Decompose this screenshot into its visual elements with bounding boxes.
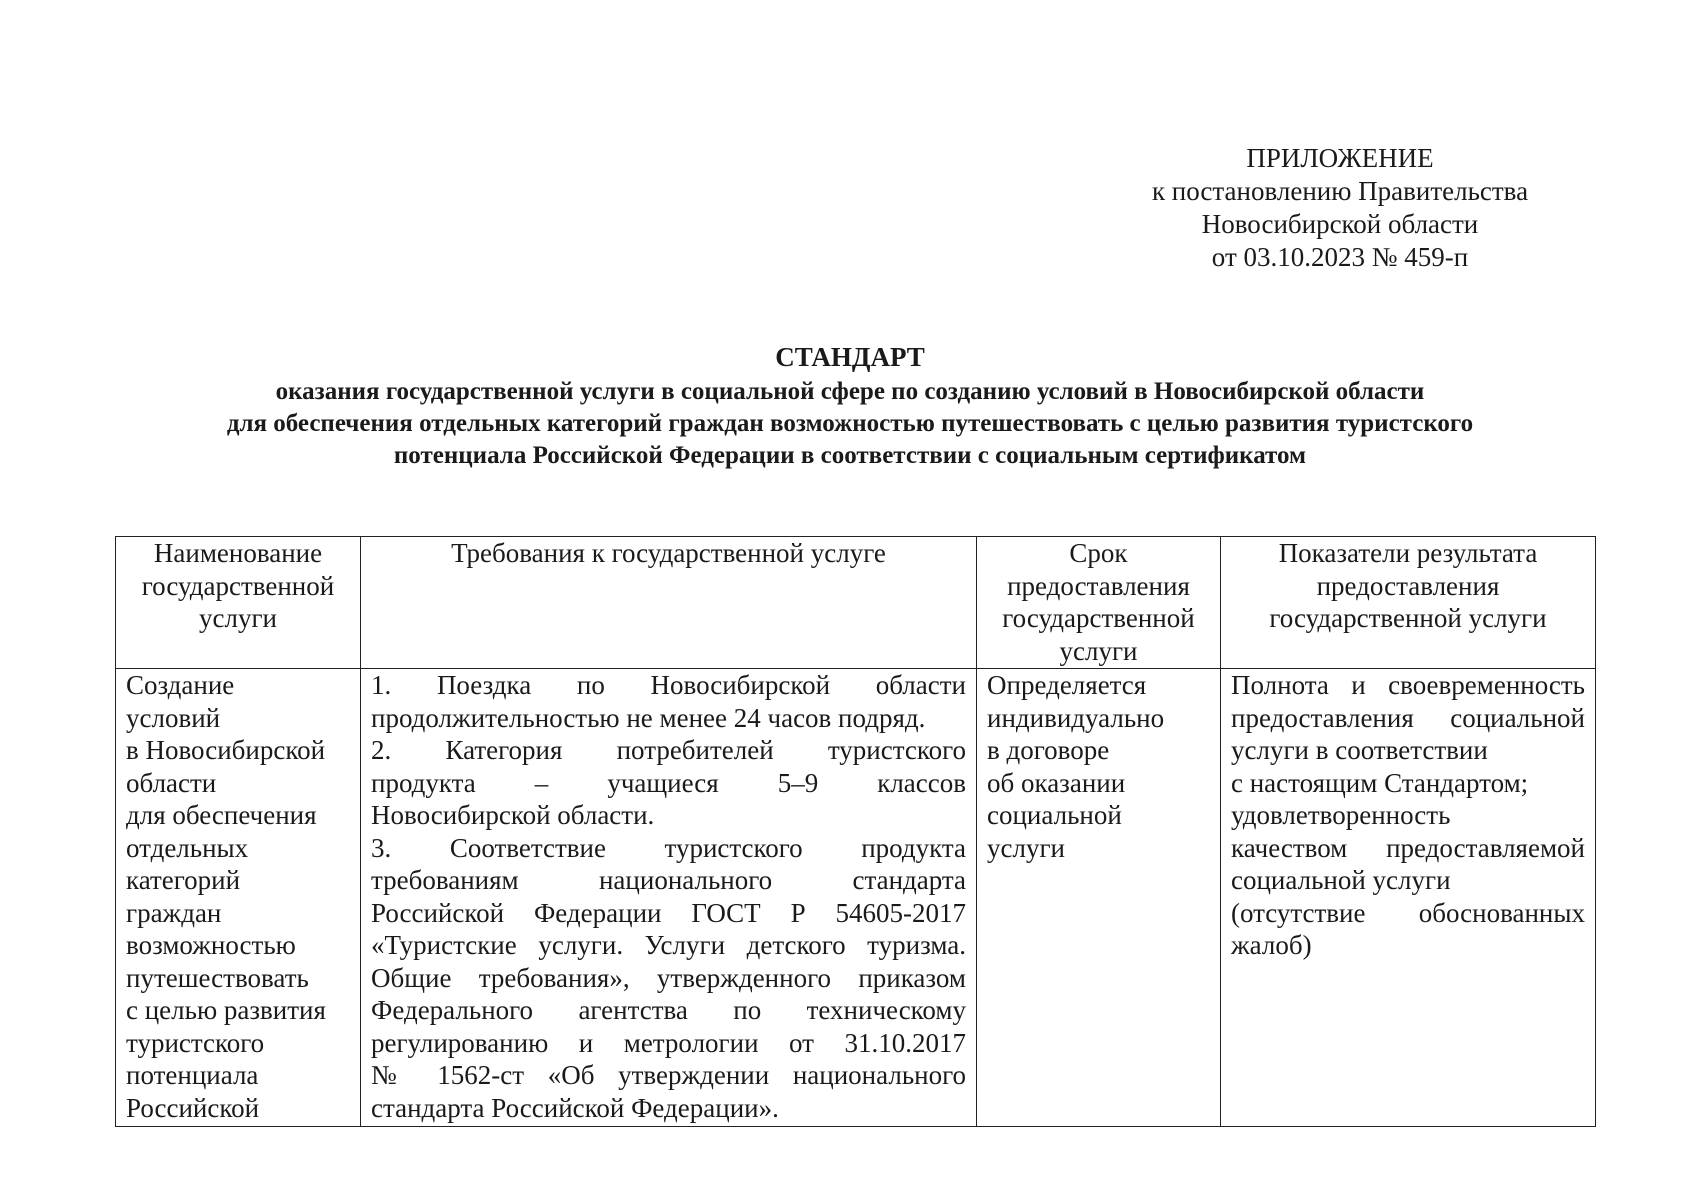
- cell-line: предоставления: [1316, 570, 1500, 601]
- cell-line: 3. Соответствие туристского продукта: [371, 832, 966, 863]
- appendix-date-number: от 03.10.2023 № 459-п: [1211, 242, 1469, 272]
- cell-line: (отсутствие обоснованных: [1231, 897, 1585, 928]
- cell-line: в Новосибирской: [126, 735, 326, 765]
- cell-line: с настоящим Стандартом;: [1231, 767, 1529, 798]
- cell-result-indicators: [1221, 669, 1596, 1127]
- cell-line: Наименование: [153, 538, 323, 568]
- cell-line: Полнота и своевременность: [1231, 670, 1585, 700]
- cell-line: Показатели результата: [1278, 538, 1538, 568]
- cell-line: услуги: [987, 832, 1065, 863]
- cell-line: удовлетворенность: [1231, 800, 1451, 830]
- cell-line: области: [126, 767, 217, 798]
- standard-table: [115, 536, 1596, 1127]
- cell-term: [977, 669, 1221, 1127]
- cell-line: предоставления: [1007, 570, 1190, 601]
- cell-line: стандарта Российской Федерации».: [371, 1092, 779, 1123]
- cell-line: требованиям национального стандарта: [371, 865, 966, 895]
- cell-requirements: [361, 669, 977, 1127]
- table-header-row: [116, 537, 1596, 669]
- cell-line: потенциала: [126, 1060, 259, 1090]
- appendix-heading: ПРИЛОЖЕНИЕ: [1246, 143, 1434, 173]
- cell-line: для обеспечения: [126, 800, 317, 830]
- cell-line: Срок: [1069, 538, 1128, 568]
- cell-line: 1. Поездка по Новосибирской области: [371, 670, 966, 700]
- cell-line: Общие требования», утвержденного приказом: [371, 962, 966, 993]
- header-requirements: [361, 537, 977, 669]
- appendix-region: Новосибирской области: [1201, 209, 1479, 239]
- cell-line: Требования к государственной услуге: [451, 538, 886, 568]
- cell-line: в договоре: [987, 735, 1110, 765]
- cell-line: продолжительностью не менее 24 часов подряд.: [371, 702, 926, 733]
- cell-line: категорий: [126, 865, 241, 895]
- title-line-1: оказания государственной услуги в социальной сфере по созданию условий в Новосибирской области: [275, 378, 1425, 405]
- cell-line: туристского: [126, 1027, 265, 1058]
- cell-line: об оказании: [987, 767, 1126, 798]
- header-result-indicators: [1221, 537, 1596, 669]
- appendix-block: [1120, 142, 1560, 274]
- title-line-2: для обеспечения отдельных категорий граждан возможностью путешествовать с целью развития туристского: [226, 410, 1474, 437]
- cell-line: Создание: [126, 670, 235, 700]
- cell-line: государственной услуги: [1269, 603, 1547, 633]
- cell-line: социальной: [987, 800, 1122, 830]
- cell-line: граждан: [126, 897, 222, 928]
- cell-line: жалоб): [1231, 930, 1312, 960]
- header-service-name: [116, 537, 361, 669]
- cell-line: условий: [126, 702, 221, 733]
- cell-line: предоставления социальной: [1231, 702, 1585, 733]
- cell-line: продукта – учащиеся 5–9 классов: [371, 767, 966, 798]
- cell-line: Федерального агентства по техническому: [371, 995, 966, 1025]
- cell-service-name: [116, 669, 361, 1127]
- cell-line: регулированию и метрологии от 31.10.2017: [371, 1027, 966, 1058]
- title-line-3: потенциала Российской Федерации в соответствии с социальным сертификатом: [393, 442, 1307, 469]
- title-main: СТАНДАРТ: [775, 342, 925, 372]
- cell-line: государственной: [141, 570, 335, 601]
- cell-line: «Туристские услуги. Услуги детского туризма.: [371, 930, 966, 960]
- cell-line: социальной услуги: [1231, 865, 1451, 895]
- cell-line: Российской: [126, 1092, 260, 1123]
- cell-line: государственной: [1002, 603, 1195, 633]
- cell-line: Российской Федерации ГОСТ Р 54605-2017: [371, 897, 966, 928]
- cell-line: индивидуально: [987, 702, 1165, 733]
- cell-line: 2. Категория потребителей туристского: [371, 735, 966, 765]
- standard-title: [100, 340, 1600, 472]
- cell-line: отдельных: [126, 832, 249, 863]
- cell-line: с целью развития: [126, 995, 326, 1025]
- cell-line: путешествовать: [126, 962, 309, 993]
- appendix-resolution-ref: к постановлению Правительства: [1151, 176, 1529, 206]
- cell-line: услуги в соответствии: [1231, 735, 1488, 765]
- header-term: [977, 537, 1221, 669]
- cell-line: Новосибирской области.: [371, 800, 655, 830]
- cell-line: качеством предоставляемой: [1231, 832, 1585, 863]
- cell-line: услуги: [1059, 635, 1138, 666]
- cell-line: Определяется: [987, 670, 1147, 700]
- cell-line: № 1562-ст «Об утверждении национального: [371, 1060, 966, 1090]
- table-row: [116, 669, 1596, 1127]
- cell-line: услуги: [199, 603, 277, 633]
- cell-line: возможностью: [126, 930, 296, 960]
